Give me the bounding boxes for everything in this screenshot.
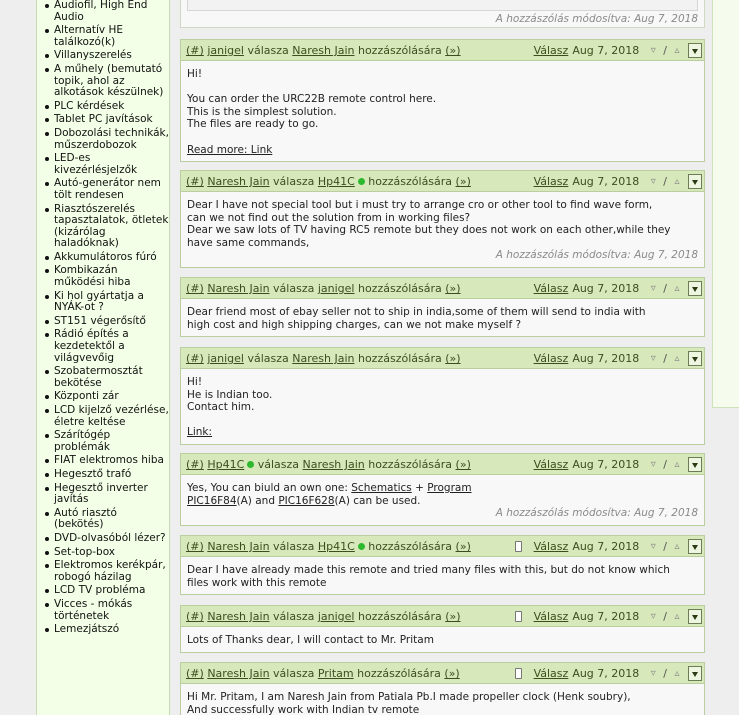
mobile-icon [515,541,522,552]
author-name[interactable]: Hp41C [207,458,245,471]
sidebar-topic-item [41,25,169,48]
to-comment-text: hozzászólására [357,44,442,57]
thumbs-down-icon[interactable]: ▿ [650,540,656,552]
thumbs-down-icon[interactable]: ▿ [650,282,656,294]
reply-of-text: válasza [257,458,300,471]
sidebar-topic-link[interactable]: Rádió építés a kezdetektől a világvevőig [54,328,129,364]
sidebar-topic-link[interactable]: Riasztószerelés tapasztalatok, ötletek (kizárólag haladóknak) [54,202,169,250]
comment [180,453,705,526]
comment-header [181,40,704,61]
thumbs-up-icon[interactable]: ▵ [674,458,680,470]
comment-header [181,454,704,475]
previous-comment-remnant [180,0,705,28]
comment-header [181,278,704,299]
comment-line: Hi! [187,376,203,388]
schematics-link[interactable]: Schematics [351,482,412,494]
permalink[interactable]: (#) [186,175,204,188]
sidebar-topic-link[interactable]: Dobozolási technikák, műszerdobozok [54,126,169,151]
to-comment-text: hozzászólására [368,458,453,471]
chevron-down-icon[interactable] [688,457,702,472]
comment-header [181,606,704,627]
author-name[interactable]: janigel [207,352,244,365]
comment [180,605,705,653]
comment-line: He is Indian too. [187,388,273,401]
permalink[interactable]: (#) [186,44,204,57]
sidebar-topic-link[interactable]: FIAT elektromos hiba [54,454,164,467]
chevron-down-icon[interactable] [688,174,702,189]
comment-actions [515,536,702,557]
online-status-icon [358,178,365,185]
sidebar-topic-link[interactable]: LED-es kivezérlésjelzők [54,152,138,176]
sidebar-topic-item [41,101,169,113]
sidebar-topic-link[interactable]: Set-top-box [54,545,116,558]
comment-date: Aug 7, 2018 [572,44,640,57]
read-more-text: Link [250,143,273,156]
sidebar-topic-item [41,0,169,23]
vote-separator: / [663,540,667,553]
read-more-prefix: Read more: [187,143,251,156]
sidebar-topic-link[interactable]: Autó-generátor nem tölt rendesen [54,177,161,201]
thumbs-down-icon[interactable]: ▿ [650,458,656,470]
sidebar-topic-item [41,430,169,453]
sidebar-topic-link[interactable]: Központi zár [54,390,119,403]
comment-date: Aug 7, 2018 [572,175,640,188]
comment [180,662,705,715]
read-more [187,144,698,157]
comment-line: Contact him. [187,401,255,414]
sidebar-topic-link[interactable]: PLC kérdések [54,99,125,112]
vote-separator: / [663,667,667,680]
reply-to-name[interactable]: Naresh Jain [302,458,365,471]
author-name[interactable]: Naresh Jain [207,667,270,680]
program-link[interactable]: Program [427,482,472,494]
author-name[interactable]: Naresh Jain [207,282,270,295]
parent-link[interactable]: (») [445,282,461,295]
vote-separator: / [663,352,667,365]
comment-body [181,475,704,525]
modified-note: A hozzászólás módosítva: Aug 7, 2018 [495,249,698,262]
comment-actions [534,171,702,192]
reply-of-text: válasza [273,282,315,295]
sidebar-topic-item [41,316,169,328]
vote-separator: / [663,610,667,623]
comment-actions [515,663,702,684]
comment-body [181,684,704,715]
author-name[interactable]: Naresh Jain [207,175,270,188]
link[interactable]: Link: [187,426,213,439]
sidebar-topic-item [41,178,169,201]
reply-button[interactable]: Válasz [533,282,569,295]
comment-header [181,663,704,684]
permalink[interactable]: (#) [186,352,204,365]
comment-header [181,171,704,192]
sidebar-topic-item [41,508,169,531]
sidebar-topic-item [41,50,169,62]
comment-header [181,536,704,557]
text: (A) can be used. [334,494,421,507]
reply-of-text: válasza [247,352,289,365]
author-name[interactable]: Naresh Jain [207,610,270,623]
sidebar-topic-link[interactable]: Audiofil, High End Audio [54,0,148,23]
comment-line [187,495,698,508]
comment-line: can we not find out the solution from in working files? [187,211,471,224]
reply-button[interactable]: Válasz [533,540,569,553]
sidebar-topic-link[interactable]: Hegesztő trafó [54,467,132,480]
reply-of-text: válasza [273,667,315,680]
to-comment-text: hozzászólására [357,610,442,623]
comment-date: Aug 7, 2018 [572,458,640,471]
pic16f628-link[interactable]: PIC16F628 [278,494,335,507]
parent-link[interactable]: (») [455,540,471,553]
chevron-down-icon[interactable] [688,351,702,366]
vote-separator: / [663,458,667,471]
comment-header [181,348,704,369]
comment [180,170,705,268]
comment-body [181,627,704,652]
reply-of-text: válasza [273,175,315,188]
comment-body [181,557,704,594]
quote-box [187,0,698,11]
vote-separator: / [663,175,667,188]
comment-line: Dear friend most of ebay seller not to ship in india,some of them will send to india with [187,306,646,318]
reply-to-name[interactable]: Naresh Jain [292,352,355,365]
modified-note: A hozzászólás módosítva: Aug 7, 2018 [495,13,698,25]
to-comment-text: hozzászólására [357,352,442,365]
comment [180,277,705,337]
reply-button[interactable]: Válasz [533,610,569,623]
reply-button[interactable]: Válasz [533,44,569,57]
comment-actions [534,278,702,299]
thumbs-up-icon[interactable]: ▵ [674,667,680,679]
sidebar-topic-link[interactable]: Lemezjátszó [54,623,120,636]
to-comment-text: hozzászólására [368,175,453,188]
thumbs-up-icon[interactable]: ▵ [674,352,680,364]
sidebar-topic-item [41,153,169,176]
comment-actions [534,348,702,369]
online-status-icon [358,543,365,550]
sidebar-topic-item [41,204,169,250]
thumbs-up-icon[interactable]: ▵ [674,44,680,56]
parent-link[interactable]: (») [455,175,471,188]
reply-to-name[interactable]: janigel [317,610,355,623]
sidebar-topic-item [41,405,169,428]
right-panel [712,0,739,408]
thumbs-down-icon[interactable]: ▿ [650,175,656,187]
comment-actions [534,454,702,475]
comment [180,347,705,445]
sidebar-topic-item [41,329,169,364]
sidebar-topic-link[interactable]: Tablet PC javítások [54,113,153,126]
permalink[interactable]: (#) [186,458,204,471]
permalink[interactable]: (#) [186,282,204,295]
comment-date: Aug 7, 2018 [572,540,640,553]
reply-button[interactable]: Válasz [533,667,569,680]
sidebar-topic-link[interactable]: Autó riasztó (bekötés) [54,506,117,531]
parent-link[interactable]: (») [444,667,460,680]
sidebar-topic-link[interactable]: ST151 végerősítő [54,314,146,327]
thumbs-down-icon[interactable]: ▿ [650,44,656,56]
sidebar-topic-item [41,114,169,126]
text: Yes, You can biuld an own one: [187,482,352,494]
sidebar-topic-link[interactable]: Vicces - mókás történetek [54,597,133,622]
comment-line: Hi! [187,68,203,80]
comment-line [187,482,698,495]
parent-link[interactable]: (») [455,458,471,471]
comment-line: This is the simplest solution. [187,105,337,118]
thumbs-down-icon[interactable]: ▿ [650,352,656,364]
comment-line: high cost and high shipping charges, can we not make myself ? [187,318,522,331]
sidebar-topic-item [41,366,169,389]
sidebar-topic-link[interactable]: Elektromos kerékpár, robogó házilag [54,559,166,583]
sidebar-topic-link[interactable]: Kombikazán működési hiba [54,264,131,289]
sidebar-topic-item [41,291,169,314]
parent-link[interactable]: (») [445,352,461,365]
sidebar-topic-link[interactable]: Hegesztő inverter javítás [54,481,148,506]
chevron-down-icon[interactable] [688,539,702,554]
comment [180,39,705,162]
reply-of-text: válasza [247,44,289,57]
online-status-icon [247,461,254,468]
link-line [187,426,698,439]
comment-line: And successfully work with Indian tv remote [187,703,420,715]
reply-button[interactable]: Válasz [533,175,569,188]
sidebar-topic-item [41,265,169,288]
chevron-down-icon[interactable] [688,281,702,296]
to-comment-text: hozzászólására [357,667,441,680]
sidebar-topic-item [41,599,169,622]
comment-line: Dear I have already made this remote and tried many files with this, but do not know which [187,564,670,576]
sidebar-topic-item [41,469,169,481]
thumbs-down-icon[interactable]: ▿ [650,667,656,679]
text: (A) and [236,494,279,507]
sidebar-topic-link[interactable]: DVD-olvasóból lézer? [54,531,166,544]
modified-note: A hozzászólás módosítva: Aug 7, 2018 [495,507,698,520]
sidebar-topic-link[interactable]: Szárítógép problémák [54,429,111,453]
reply-of-text: válasza [273,540,315,553]
author-name[interactable]: Naresh Jain [207,540,270,553]
thumbs-down-icon[interactable]: ▿ [650,610,656,622]
comment-line: files work with this remote [187,576,327,589]
sidebar-topic-item [41,624,169,636]
reply-button[interactable]: Válasz [533,458,569,471]
sidebar-topic-item [41,585,169,597]
permalink[interactable]: (#) [186,540,204,553]
comment-body [181,299,704,336]
sidebar-topic-item [41,547,169,559]
comment-body [181,61,704,161]
reply-to-name[interactable]: Naresh Jain [292,44,355,57]
comment [180,535,705,595]
comment-body [181,192,704,267]
read-more-link[interactable] [187,144,272,156]
chevron-down-icon[interactable] [688,609,702,624]
to-comment-text: hozzászólására [357,282,442,295]
reply-button[interactable]: Válasz [533,352,569,365]
reply-of-text: válasza [273,610,315,623]
reply-to-name[interactable]: Pritam [317,667,354,680]
sidebar-topic-item [41,483,169,506]
comment-line: have same commands, [187,236,310,249]
chevron-down-icon[interactable] [688,666,702,681]
comment-date: Aug 7, 2018 [572,610,640,623]
reply-to-name[interactable]: Hp41C [317,175,355,188]
comment-line: Dear I have not special tool but i must try to arrange cro or other tool to find wave form, [187,199,653,211]
mobile-icon [515,611,522,622]
thumbs-up-icon[interactable]: ▵ [674,610,680,622]
chevron-down-icon[interactable] [688,43,702,58]
author-name[interactable]: janigel [207,44,244,57]
topic-list [37,0,169,636]
sidebar-topic-link[interactable]: Alternatív HE találkozó(k) [54,24,124,48]
reply-to-name[interactable]: Hp41C [317,540,355,553]
sidebar-topic-link[interactable]: Ki hol gyártatja a NYÁK-ot ? [54,289,144,314]
comment-body [181,369,704,444]
permalink[interactable]: (#) [186,667,204,680]
thumbs-up-icon[interactable]: ▵ [674,540,680,552]
mobile-icon [515,668,522,679]
sidebar-topic-item [41,64,169,99]
sidebar-topic-link[interactable]: LCD kijelző vezérlése, életre keltése [54,404,169,428]
sidebar-topic-link[interactable]: LCD TV probléma [54,584,146,597]
to-comment-text: hozzászólására [368,540,453,553]
reply-to-name[interactable]: janigel [317,282,355,295]
sidebar-topic-item [41,455,169,467]
sidebar-topic-item [41,128,169,151]
comment-line: You can order the URC22B remote control here. [187,93,437,106]
sidebar-topic-item [41,560,169,583]
sidebar-topic-link[interactable]: Villanyszerelés [54,49,132,62]
permalink[interactable]: (#) [186,610,204,623]
sidebar-topic-item [41,533,169,545]
sidebar-topic-item [41,391,169,403]
parent-link[interactable]: (») [445,610,461,623]
thumbs-up-icon[interactable]: ▵ [674,282,680,294]
plus-text: + [411,482,428,494]
vote-separator: / [663,282,667,295]
pic16f84-link[interactable]: PIC16F84 [187,494,237,507]
thumbs-up-icon[interactable]: ▵ [674,175,680,187]
comment-date: Aug 7, 2018 [572,282,640,295]
sidebar-topic-link[interactable]: A műhely (bemutató topik, ahol az alkotások készülnek) [54,62,164,99]
comment-line: Hi Mr. Pritam, I am Naresh Jain from Patiala Pb.I made propeller clock (Henk soubry), [187,691,631,703]
vote-separator: / [663,44,667,57]
sidebar-topic-link[interactable]: Akkumulátoros fúró [54,250,157,263]
sidebar-topic-link[interactable]: Szobatermosztát bekötése [54,365,143,389]
comment-date: Aug 7, 2018 [572,667,640,680]
comment-line: Dear we saw lots of TV having RC5 remote but they does not work on each other,while they [187,224,671,237]
comment-actions [534,40,702,61]
comment-actions [515,606,702,627]
topic-sidebar [36,0,170,715]
comment-line: Lots of Thanks dear, I will contact to Mr. Pritam [187,634,434,646]
sidebar-topic-item [41,252,169,264]
comment-date: Aug 7, 2018 [572,352,640,365]
parent-link[interactable]: (») [445,44,461,57]
comment-line: The files are ready to go. [187,118,319,131]
